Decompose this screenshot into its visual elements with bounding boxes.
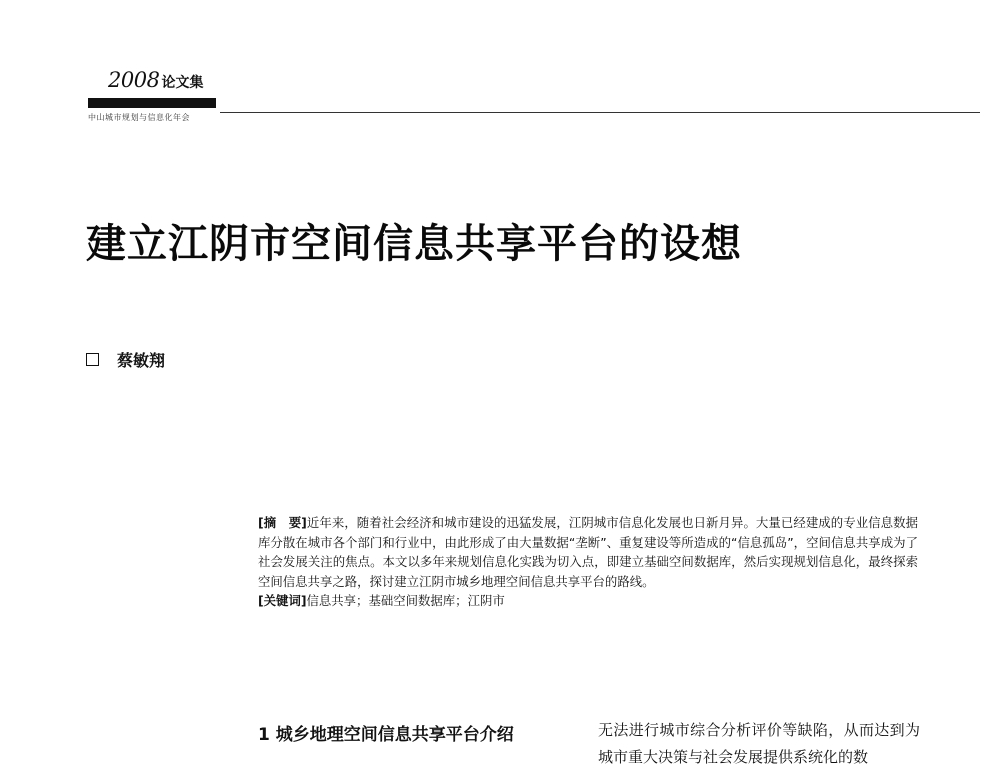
header-subtitle: 中山城市规划与信息化年会 xyxy=(88,113,190,122)
header-divider xyxy=(220,112,980,113)
author-row xyxy=(86,348,165,371)
keywords-paragraph xyxy=(258,591,918,611)
paper-title: 建立江阴市空间信息共享平台的设想 xyxy=(86,221,742,267)
keywords-text: 信息共享；基础空间数据库；江阴市 xyxy=(306,593,505,608)
header-black-bar xyxy=(88,98,216,108)
right-column xyxy=(598,717,920,771)
abstract-block xyxy=(258,513,918,611)
square-bullet-icon xyxy=(86,353,99,366)
author-name: 蔡敏翔 xyxy=(117,351,166,370)
header-label: 论文集 xyxy=(161,75,204,91)
section-1-heading: 1 城乡地理空间信息共享平台介绍 xyxy=(258,725,514,745)
right-column-text: 无法进行城市综合分析评价等缺陷，从而达到为城市重大决策与社会发展提供系统化的数 xyxy=(598,721,920,766)
keywords-label: [关键词] xyxy=(258,593,307,608)
header-year: 2008 xyxy=(108,68,160,92)
abstract-text: 近年来，随着社会经济和城市建设的迅猛发展，江阴城市信息化发展也日新月异。大量已经建成的专业信息数据库分散在城市各个部门和行业中，由此形成了由大量数据“垄断”、重复建设等所造成的“信息孤岛”，空间信息共享成为了社会发展关注的焦点。本文以多年来规划信息化实践为切入点，即建立基础空间数据库，然后实现规划信息化，最终探索空间信息共享之路，探讨建立江阴市城乡地理空间信息共享平台的路线。 xyxy=(258,515,918,589)
abstract-paragraph xyxy=(258,513,918,591)
abstract-label: [摘 要] xyxy=(258,515,307,530)
header-year-block xyxy=(108,68,203,92)
